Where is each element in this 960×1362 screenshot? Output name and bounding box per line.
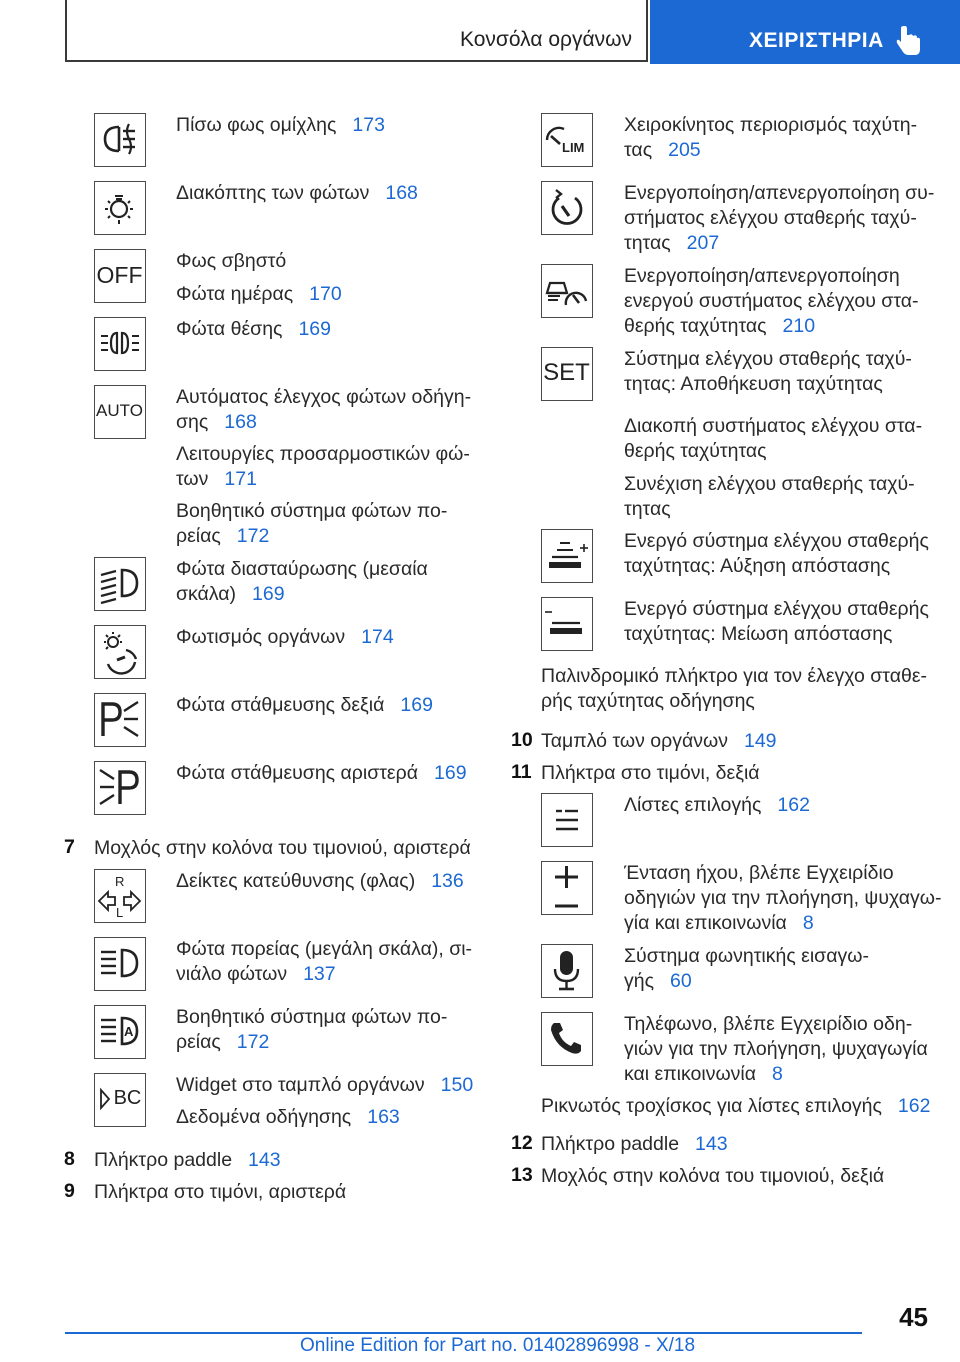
turn-signal-icon: [95, 870, 144, 921]
footer-rule: [65, 1332, 862, 1334]
distance-increase-symbol: [541, 529, 593, 583]
widget-label: Widget στο ταμπλό οργάνων 150: [176, 1074, 474, 1096]
low-beam-symbol: [94, 557, 146, 611]
instrument-lighting-label: Φωτισμός οργάνων 174: [176, 626, 394, 648]
microphone-icon: [542, 945, 591, 996]
distance-decrease-label: Ενεργό σύστημα ελέγχου σταθερής: [624, 598, 929, 620]
parking-light-right-icon: [95, 694, 144, 745]
set-icon-label: SET: [543, 359, 590, 386]
active-cruise-label-2: ενεργού συστήματος ελέγχου στα-: [624, 290, 919, 312]
list-icon: [542, 794, 591, 845]
page-ref[interactable]: 174: [361, 626, 394, 648]
rocker-switch-label-cont: ρής ταχύτητας οδήγησης: [541, 690, 755, 712]
volume-label: Ένταση ήχου, βλέπε Εγχειρίδιο: [624, 862, 894, 884]
edition-note: Online Edition for Part no. 01402896998 - X/18: [300, 1335, 696, 1356]
high-beam-symbol: [94, 937, 146, 991]
turn-signal-l: L: [116, 905, 124, 920]
instrument-lighting-icon: [95, 626, 144, 677]
driving-data-label: Δεδομένα οδήγησης 163: [176, 1106, 400, 1128]
parking-left-label: Φώτα στάθμευσης αριστερά 169: [176, 762, 467, 784]
right-stalk-label: Μοχλός στην κολόνα του τιμονιού, δεξιά: [541, 1165, 885, 1187]
page-ref[interactable]: 162: [897, 1095, 931, 1117]
off-icon-label: OFF: [96, 262, 143, 288]
page-ref[interactable]: 205: [668, 139, 701, 161]
bc-icon-label: BC: [113, 1087, 142, 1109]
page-ref[interactable]: 168: [224, 411, 257, 433]
paddle-right-label: Πλήκτρο paddle 143: [541, 1133, 728, 1155]
page-ref[interactable]: 8: [772, 1063, 783, 1085]
speed-limiter-symbol: [541, 113, 593, 167]
parking-left-symbol: [94, 761, 146, 815]
page-ref[interactable]: 173: [352, 114, 385, 136]
rear-fog-light-symbol: [94, 113, 146, 167]
high-beam-assist-icon: [95, 1006, 144, 1057]
distance-increase-label-cont: ταχύτητας: Αύξηση απόστασης: [624, 555, 891, 577]
instrument-cluster-label: Ταμπλό των οργάνων 149: [541, 730, 777, 752]
phone-icon: [542, 1013, 591, 1064]
distance-increase-label: Ενεργό σύστημα ελέγχου σταθερής: [624, 530, 929, 552]
store-speed-label-cont: τητας: Αποθήκευση ταχύτητας: [624, 373, 883, 395]
light-switch-symbol: [94, 181, 146, 235]
chapter-title: ΧΕΙΡΙΣΤΗΡΙΑ: [749, 29, 884, 52]
distance-decrease-label-cont: ταχύτητας: Μείωση απόστασης: [624, 623, 893, 645]
auto-headlights-label: Αυτόματος έλεγχος φώτων οδήγη-: [176, 386, 472, 408]
interrupt-cruise-label-cont: θερής ταχύτητας: [624, 440, 767, 462]
rear-fog-light-icon: [95, 114, 144, 165]
light-switch-label: Διακόπτης των φώτων 168: [176, 182, 418, 204]
instrument-lighting-symbol: [94, 625, 146, 679]
plus-minus-icon: [542, 862, 591, 913]
rear-fog-light-label: Πίσω φως ομίχλης 173: [176, 114, 385, 136]
telephone-symbol: [541, 1012, 593, 1066]
item-number: 8: [64, 1148, 75, 1170]
item-number: 13: [511, 1164, 533, 1186]
telephone-label-3: και επικοινωνία 8: [624, 1063, 783, 1085]
item-number: 7: [64, 836, 75, 858]
speed-limiter-label-cont: τας 205: [624, 139, 701, 161]
item-number: 9: [64, 1180, 75, 1202]
telephone-label: Τηλέφωνο, βλέπε Εγχειρίδιο οδη-: [624, 1013, 913, 1035]
page-ref[interactable]: 210: [782, 315, 816, 337]
cruise-control-symbol: [541, 181, 593, 235]
hand-pointer-icon: [895, 26, 923, 56]
auto-headlights-label-cont: σης 168: [176, 411, 257, 433]
turn-signal-r: R: [115, 874, 125, 889]
page-ref[interactable]: 60: [670, 970, 692, 992]
selection-list-label: Λίστες επιλογής 162: [624, 794, 810, 816]
page-ref[interactable]: 169: [252, 583, 285, 605]
page-number: 45: [899, 1302, 928, 1332]
cruise-control-label-2: στήματος ελέγχου σταθερής ταχύ-: [624, 207, 917, 229]
store-speed-label: Σύστημα ελέγχου σταθερής ταχύ-: [624, 348, 912, 370]
high-beam-assist-symbol: [94, 1005, 146, 1059]
rocker-switch-label: Παλινδρομικό πλήκτρο για τον έλεγχο σταθε-: [541, 665, 928, 687]
low-beam-label: Φώτα διασταύρωσης (μεσαία: [176, 558, 428, 580]
active-cruise-icon: [542, 265, 591, 316]
distance-decrease-symbol: [541, 597, 593, 651]
page-ref[interactable]: 150: [440, 1074, 474, 1096]
page-ref[interactable]: 168: [385, 182, 418, 204]
page-ref[interactable]: 170: [309, 283, 342, 305]
high-beam-icon: [95, 938, 144, 989]
lights-off-symbol: [94, 249, 146, 303]
page-ref[interactable]: 169: [400, 694, 433, 716]
page-ref[interactable]: 149: [743, 730, 777, 752]
high-beam-label-cont: νιάλο φώτων 137: [176, 963, 336, 985]
adaptive-lights-label: Λειτουργίες προσαρμοστικών φώ-: [176, 443, 470, 465]
parking-right-symbol: [94, 693, 146, 747]
high-beam-assist-label-cont: ρείας 172: [176, 525, 270, 547]
auto-lights-symbol: [94, 385, 146, 439]
high-beam-assist-label-2: Βοηθητικό σύστημα φώτων πο-: [176, 1006, 448, 1028]
page-ref[interactable]: 169: [298, 318, 331, 340]
page-ref[interactable]: 8: [802, 912, 814, 934]
page-ref[interactable]: 143: [248, 1149, 281, 1171]
turn-signal-symbol: [94, 869, 146, 923]
set-button-symbol: [541, 347, 593, 401]
page-ref[interactable]: 137: [303, 963, 336, 985]
light-bulb-icon: [95, 182, 144, 233]
high-beam-assist-label: Βοηθητικό σύστημα φώτων πο-: [176, 500, 448, 522]
high-beam-label: Φώτα πορείας (μεγάλη σκάλα), σι-: [176, 938, 473, 960]
auto-icon-label: AUTO: [96, 401, 143, 420]
volume-label-2: οδηγιών για την πλοήγηση, ψυχαγω-: [624, 887, 942, 909]
cruise-control-icon: [542, 182, 591, 233]
assist-a-letter: A: [124, 1024, 134, 1039]
adaptive-lights-label-cont: των 171: [176, 468, 257, 490]
page-ref[interactable]: 207: [686, 232, 720, 254]
page-ref[interactable]: 162: [777, 794, 810, 816]
thumbwheel-label: Ρικνωτός τροχίσκος για λίστες επιλογής 162: [541, 1095, 931, 1117]
paddle-label: Πλήκτρο paddle 143: [94, 1149, 281, 1171]
resume-cruise-label: Συνέχιση ελέγχου σταθερής ταχύ-: [624, 473, 915, 495]
chapter-tab: [650, 0, 960, 64]
parking-right-label: Φώτα στάθμευσης δεξιά 169: [176, 694, 433, 716]
parking-lights-label: Φώτα θέσης 169: [176, 318, 331, 340]
parking-light-left-icon: [95, 762, 144, 813]
speed-limiter-label: Χειροκίνητος περιορισμός ταχύτη-: [624, 114, 918, 136]
page-ref[interactable]: 171: [224, 468, 257, 490]
parking-lights-symbol: [94, 317, 146, 371]
steering-buttons-left-label: Πλήκτρα στο τιμόνι, αριστερά: [94, 1181, 347, 1203]
item-number: 11: [511, 761, 532, 783]
low-beam-label-cont: σκάλα) 169: [176, 583, 285, 605]
section-tab: [65, 0, 648, 62]
active-cruise-label: Ενεργοποίηση/απενεργοποίηση: [624, 265, 900, 287]
item-number: 12: [511, 1132, 533, 1154]
page-ref[interactable]: 163: [367, 1106, 400, 1128]
selection-list-symbol: [541, 793, 593, 847]
page-ref[interactable]: 172: [236, 1031, 270, 1053]
volume-label-3: γία και επικοινωνία 8: [624, 912, 814, 934]
active-cruise-symbol: [541, 264, 593, 318]
left-stalk-label: Μοχλός στην κολόνα του τιμονιού, αριστερά: [94, 837, 471, 859]
section-title: Κονσόλα οργάνων: [460, 28, 632, 51]
low-beam-icon: [95, 558, 144, 609]
parking-lights-icon: [95, 318, 144, 369]
resume-cruise-label-cont: τητας: [624, 498, 671, 520]
page-ref[interactable]: 136: [431, 870, 464, 892]
distance-increase-icon: [542, 530, 591, 581]
telephone-label-2: γιών για την πλοήγηση, ψυχαγωγία: [624, 1038, 928, 1060]
lights-off-label: Φως σβηστό: [176, 250, 287, 272]
distance-decrease-icon: [542, 598, 591, 649]
turn-signal-label: Δείκτες κατεύθυνσης (φλας) 136: [176, 870, 464, 892]
voice-input-label: Σύστημα φωνητικής εισαγω-: [624, 945, 869, 967]
voice-input-label-cont: γής 60: [624, 970, 692, 992]
high-beam-assist-label-2-cont: ρείας 172: [176, 1031, 270, 1053]
item-number: 10: [511, 729, 533, 751]
cruise-control-label: Ενεργοποίηση/απενεργοποίηση συ-: [624, 182, 935, 204]
page-ref[interactable]: 172: [236, 525, 270, 547]
active-cruise-label-3: θερής ταχύτητας 210: [624, 315, 816, 337]
speed-limiter-icon: [542, 114, 591, 165]
cruise-control-label-3: τητας 207: [624, 232, 720, 254]
lim-label: LIM: [562, 140, 585, 155]
page-ref[interactable]: 143: [695, 1133, 728, 1155]
interrupt-cruise-label: Διακοπή συστήματος ελέγχου στα-: [624, 415, 923, 437]
page-header: [0, 0, 960, 66]
daytime-lights-label: Φώτα ημέρας 170: [176, 283, 342, 305]
bc-button-symbol: [94, 1073, 146, 1127]
page-ref[interactable]: 169: [434, 762, 467, 784]
steering-buttons-right-label: Πλήκτρα στο τιμόνι, δεξιά: [541, 762, 760, 784]
voice-input-symbol: [541, 944, 593, 998]
volume-symbol: [541, 861, 593, 915]
